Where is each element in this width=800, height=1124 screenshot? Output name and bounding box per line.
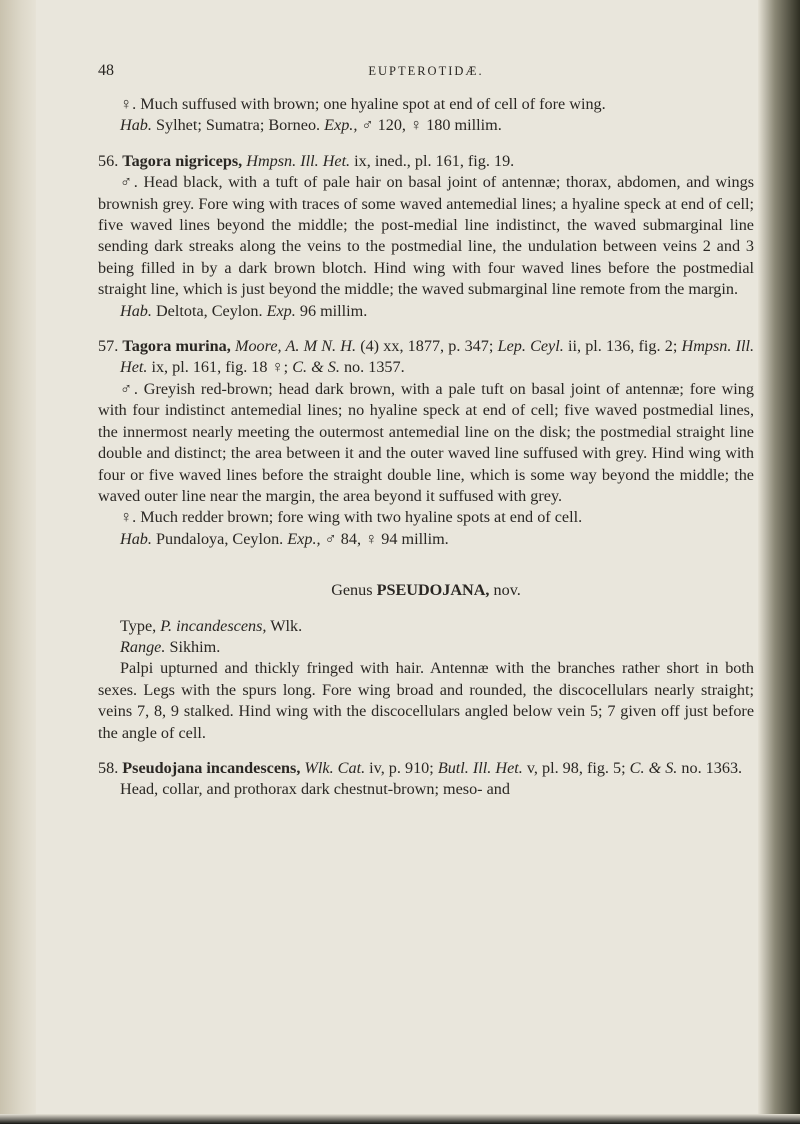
species-description-56: ♂. Head black, with a tuft of pale hair on basal joint of antennæ; thorax, abdomen, and wings brownish grey. Fore wing with traces of some waved antemedial lines; a hyaline speck at end of cell; five waved lines beyond the middle; the post-medial line indistinct, the waved submarginal line sending dark streaks along the veins to the postmedial line, the undulation between veins 2 and 3 being filled in by a dark brown blotch. Hind wing with four waved lines before the postmedial straight line, which is just beyond the middle; the waved submarginal line remote from the margin.	[98, 173, 754, 299]
page-bottom-edge	[0, 1114, 800, 1124]
book-page	[98, 60, 754, 801]
species-heading-57: 57. Tagora murina, Moore, A. M N. H. (4) xx, 1877, p. 347; Lep. Ceyl. ii, pl. 136, fig. 2; Hmpsn. Ill. Het. ix, pl. 161, fig. 18 ♀; C. & S. no. 1357.	[98, 337, 755, 377]
species-description-57: ♂. Greyish red-brown; head dark brown, with a pale tuft on basal joint of antennæ; fore wing with four indistinct antemedial lines; no hyaline speck at end of cell; five waved postmedial lines, the innermost nearly meeting the outermost antemedial line on the disk; the postmedial straight line double and distinct; the area between it and the outer waved line suffused with grey. Hind wing with four or five waved lines before the straight double line, which is some way beyond the middle; the waved outer line near the margin, the area beyond it suffused with grey.	[98, 379, 754, 505]
female-description-57: ♀. Much redder brown; fore wing with two hyaline spots at end of cell.	[120, 508, 583, 527]
habitat-line-56: Hab. Deltota, Ceylon. Exp. 96 millim.	[120, 301, 368, 320]
running-head: EUPTEROTIDÆ.	[368, 64, 484, 78]
genus-description: Palpi upturned and thickly fringed with hair. Antennæ with the branches rather short in both sexes. Legs with the spurs long. Fore wing broad and rounded, the discocellulars nearly straight; veins 7, 8, 9 stalked. Hind wing with the discocellulars angled below vein 5; 7 given off just before the angle of cell.	[98, 659, 754, 742]
habitat-line-57: Hab. Pundaloya, Ceylon. Exp., ♂ 84, ♀ 94 millim.	[120, 529, 449, 548]
page-header	[98, 60, 754, 82]
type-line: Type, P. incandescens, Wlk.	[120, 616, 303, 635]
page-left-edge	[0, 0, 36, 1124]
species-heading-58: 58. Pseudojana incandescens, Wlk. Cat. iv, p. 910; Butl. Ill. Het. v, pl. 98, fig. 5; C. & S. no. 1363.	[98, 758, 743, 777]
page-right-edge	[758, 0, 800, 1124]
species-name: Tagora murina,	[122, 337, 231, 356]
species-description-58: Head, collar, and prothorax dark chestnut-brown; meso- and	[120, 780, 510, 799]
page-number: 48	[98, 62, 114, 79]
habitat-line: Hab. Sylhet; Sumatra; Borneo. Exp., ♂ 120, ♀ 180 millim.	[120, 116, 502, 135]
species-heading-56: 56. Tagora nigriceps, Hmpsn. Ill. Het. ix, ined., pl. 161, fig. 19.	[98, 151, 515, 170]
female-description: ♀. Much suffused with brown; one hyaline spot at end of cell of fore wing.	[120, 95, 606, 113]
range-line: Range. Sikhim.	[120, 637, 221, 656]
genus-heading: Genus PSEUDOJANA, nov.	[331, 581, 521, 600]
species-name: Pseudojana incandescens,	[122, 758, 301, 777]
species-name: Tagora nigriceps,	[122, 151, 243, 170]
